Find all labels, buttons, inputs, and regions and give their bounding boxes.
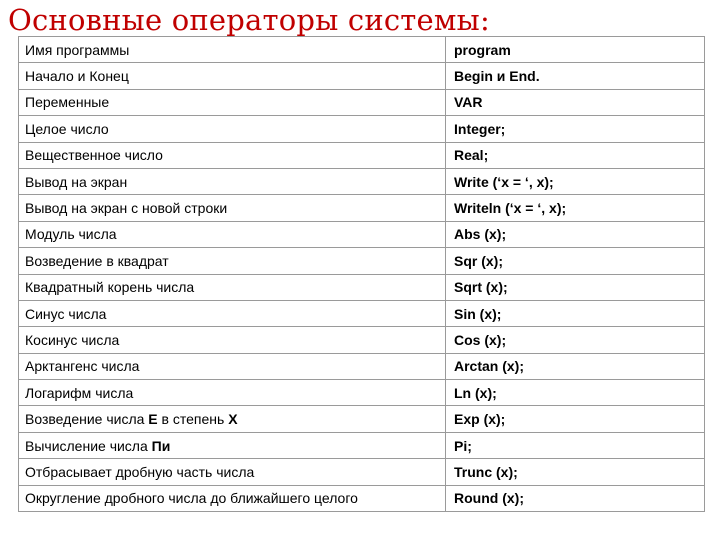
table-row	[19, 300, 705, 326]
table-row	[19, 37, 705, 63]
description-emphasis: Пи	[151, 437, 171, 454]
table-row	[19, 89, 705, 115]
table-row	[19, 116, 705, 142]
table-row	[19, 406, 705, 432]
operator-cell: Writeln (‘x = ‘, x);	[446, 195, 705, 221]
page-title: Основные операторы системы:	[8, 3, 490, 37]
description-cell: Имя программы	[19, 37, 446, 63]
description-text: Вычисление числа	[25, 437, 152, 454]
description-cell: Логарифм числа	[19, 380, 446, 406]
description-cell: Синус числа	[19, 300, 446, 326]
operator-cell: Sin (x);	[446, 300, 705, 326]
table-row	[19, 432, 705, 458]
table-row	[19, 195, 705, 221]
description-cell: Начало и Конец	[19, 63, 446, 89]
description-text: Возведение числа	[25, 411, 149, 428]
operator-cell: VAR	[446, 89, 705, 115]
operators-table	[18, 36, 705, 512]
operator-cell: Begin и End.	[446, 63, 705, 89]
table-row	[19, 63, 705, 89]
description-text: в степень	[157, 411, 229, 428]
description-cell: Возведение в квадрат	[19, 248, 446, 274]
description-cell: Квадратный корень числа	[19, 274, 446, 300]
description-cell: Косинус числа	[19, 327, 446, 353]
operator-cell: Write (‘x = ‘, x);	[446, 168, 705, 194]
description-cell: Вывод на экран с новой строки	[19, 195, 446, 221]
table-row	[19, 485, 705, 511]
operator-cell: Cos (x);	[446, 327, 705, 353]
table-row	[19, 142, 705, 168]
description-cell: Вывод на экран	[19, 168, 446, 194]
table-row	[19, 221, 705, 247]
table-row	[19, 459, 705, 485]
description-cell: Арктангенс числа	[19, 353, 446, 379]
description-cell	[19, 406, 446, 432]
description-cell: Переменные	[19, 89, 446, 115]
operator-cell: Ln (x);	[446, 380, 705, 406]
table-row	[19, 380, 705, 406]
description-emphasis: X	[228, 411, 238, 428]
table-row	[19, 248, 705, 274]
description-emphasis: E	[148, 411, 158, 428]
description-cell: Целое число	[19, 116, 446, 142]
table-row	[19, 274, 705, 300]
description-cell: Округление дробного числа до ближайшего целого	[19, 485, 446, 511]
operator-cell: Integer;	[446, 116, 705, 142]
operator-cell: Real;	[446, 142, 705, 168]
operator-cell: Trunc (x);	[446, 459, 705, 485]
table-row	[19, 353, 705, 379]
operator-cell: program	[446, 37, 705, 63]
operator-cell: Sqrt (x);	[446, 274, 705, 300]
description-cell: Модуль числа	[19, 221, 446, 247]
operator-cell: Abs (x);	[446, 221, 705, 247]
operator-cell: Sqr (x);	[446, 248, 705, 274]
table-row	[19, 327, 705, 353]
operator-cell: Arctan (x);	[446, 353, 705, 379]
description-cell: Вещественное число	[19, 142, 446, 168]
operator-cell: Pi;	[446, 432, 705, 458]
description-cell	[19, 432, 446, 458]
operator-cell: Exp (x);	[446, 406, 705, 432]
operator-cell: Round (x);	[446, 485, 705, 511]
table-row	[19, 168, 705, 194]
description-cell: Отбрасывает дробную часть числа	[19, 459, 446, 485]
